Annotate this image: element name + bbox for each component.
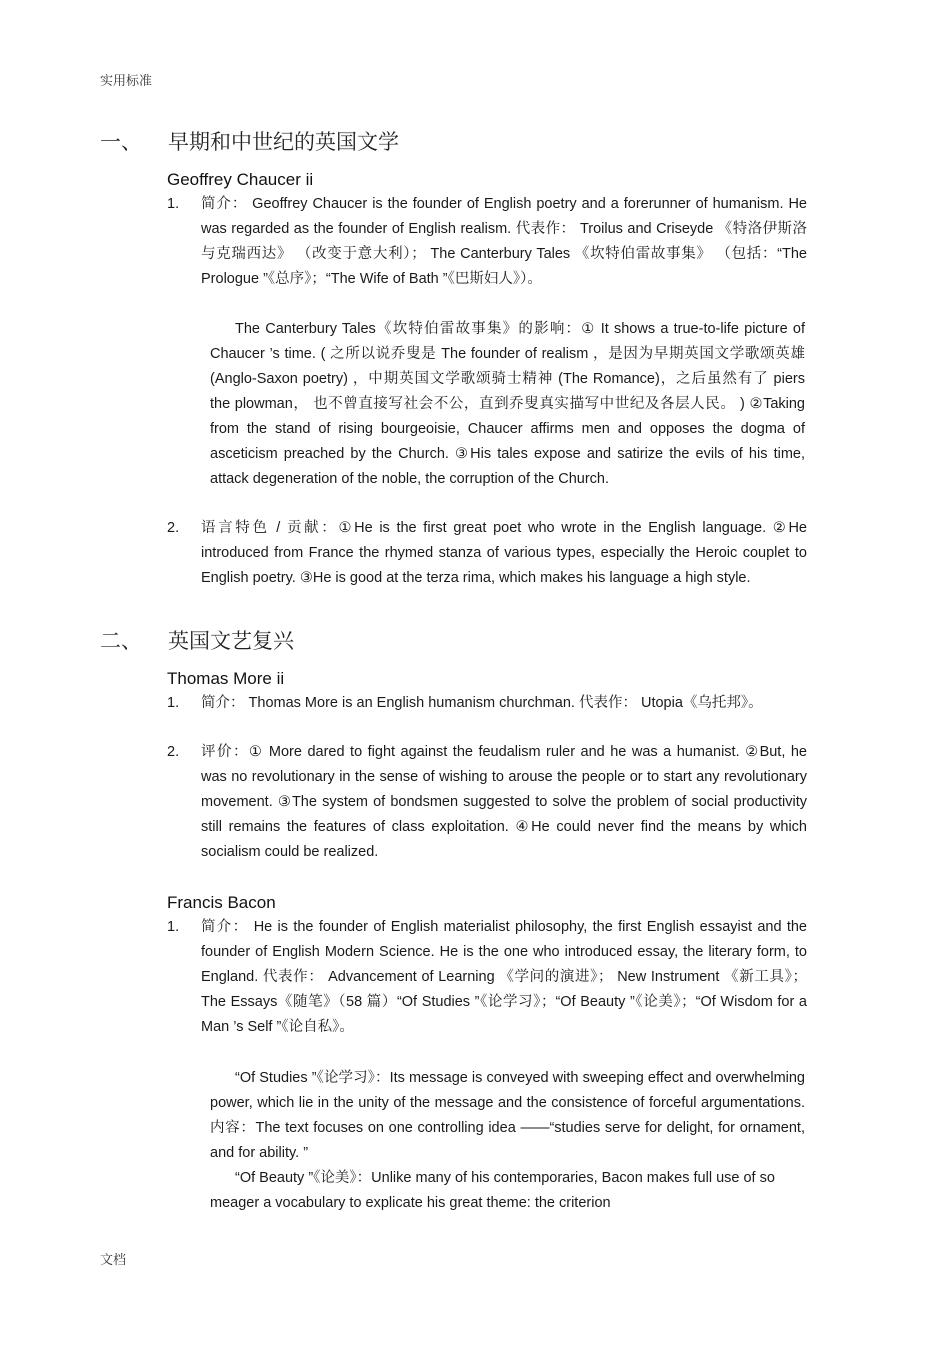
- page-header: 实用标准: [100, 73, 153, 88]
- list-number: 2.: [167, 744, 180, 760]
- author-heading-chaucer: Geoffrey Chaucer ii: [167, 170, 314, 189]
- section-heading-2: [100, 625, 294, 655]
- list-item: [167, 516, 807, 591]
- list-number: 1.: [167, 196, 180, 212]
- list-text: 简介： Thomas More is an English humanism churchman. 代表作： Utopia《乌托邦》。: [201, 695, 763, 711]
- page-footer: 文档: [100, 1252, 127, 1267]
- list-text: 语言特色 / 贡献：①He is the first great poet who wrote in the English language. ②He introduced from France the rhymed stanza of various types, especially the Heroic couplet to English poetry. ③He is good at the terza rima, which makes his language a high style.: [201, 520, 807, 586]
- list-item: [167, 915, 807, 1040]
- section-title: 早期和中世纪的英国文学: [168, 130, 399, 154]
- section-number: 二、: [100, 629, 142, 653]
- list-number: 1.: [167, 919, 180, 935]
- paragraph-of-studies: “Of Studies ”《论学习》：Its message is conveyed with sweeping effect and overwhelming power, which lie in the unity of the message and the consistence of forceful argumentations. 内容：The text focuses on one controlling idea ——“studies serve for delight, for ornament, and for ability. ”: [210, 1070, 805, 1161]
- section-title: 英国文艺复兴: [168, 629, 294, 653]
- list-item: [167, 740, 807, 865]
- list-item: [167, 691, 807, 716]
- author-heading-more: Thomas More ii: [167, 669, 285, 688]
- paragraph-of-beauty: “Of Beauty ”《论美》：Unlike many of his contemporaries, Bacon makes full use of so meager a vocabulary to explicate his great theme: the criterion: [210, 1170, 775, 1211]
- section-number: 一、: [100, 130, 142, 154]
- list-number: 2.: [167, 520, 180, 536]
- list-number: 1.: [167, 695, 180, 711]
- list-text: 简介： Geoffrey Chaucer is the founder of English poetry and a forerunner of humanism. He was regarded as the founder of English realism. 代表作： Troilus and Criseyde 《特洛伊斯洛与克瑞西达》 （改变于意大利）； The Canterbury Tales 《坎特伯雷故事集》 （包括：“The Prologue ”《总序》；“The Wife of Bath ”《巴斯妇人》）。: [201, 196, 807, 287]
- author-heading-bacon: Francis Bacon: [167, 893, 276, 912]
- paragraph-canterbury-tales: The Canterbury Tales《坎特伯雷故事集》的影响：① It shows a true-to-life picture of Chaucer ’s time. ( 之所以说乔叟是 The founder of realism ，是因为早期英国文学歌颂英雄 (Anglo-Saxon poetry) ，中期英国文学歌颂骑士精神 (The Romance)，之后虽然有了 piers the plowman， 也不曾直接写社会不公，直到乔叟真实描写中世纪及各层人民。 ) ②Taking from the stand of rising bourgeoisie, Chaucer affirms men and opposes the dogma of asceticism preached by the Church. ③His tales expose and satirize the evils of his time, attack degeneration of the noble, the corruption of the Church.: [210, 321, 805, 487]
- list-text: 简介： He is the founder of English materialist philosophy, the first English essayist and the founder of English Modern Science. He is the one who introduced essay, the literary form, to England. 代表作： Advancement of Learning 《学问的演进》； New Instrument 《新工具》； The Essays《随笔》（58 篇）“Of Studies ”《论学习》；“Of Beauty ”《论美》；“Of Wisdom for a Man ’s Self ”《论自私》。: [201, 919, 807, 1035]
- list-item: [167, 192, 807, 292]
- section-heading-1: [100, 126, 399, 156]
- list-text: 评价：① More dared to fight against the feudalism ruler and he was a humanist. ②But, he was no revolutionary in the sense of wishing to arouse the people or to start any revolutionary movement. ③The system of bondsmen suggested to solve the problem of social productivity still remains the features of class exploitation. ④He could never find the means by which socialism could be realized.: [201, 744, 807, 860]
